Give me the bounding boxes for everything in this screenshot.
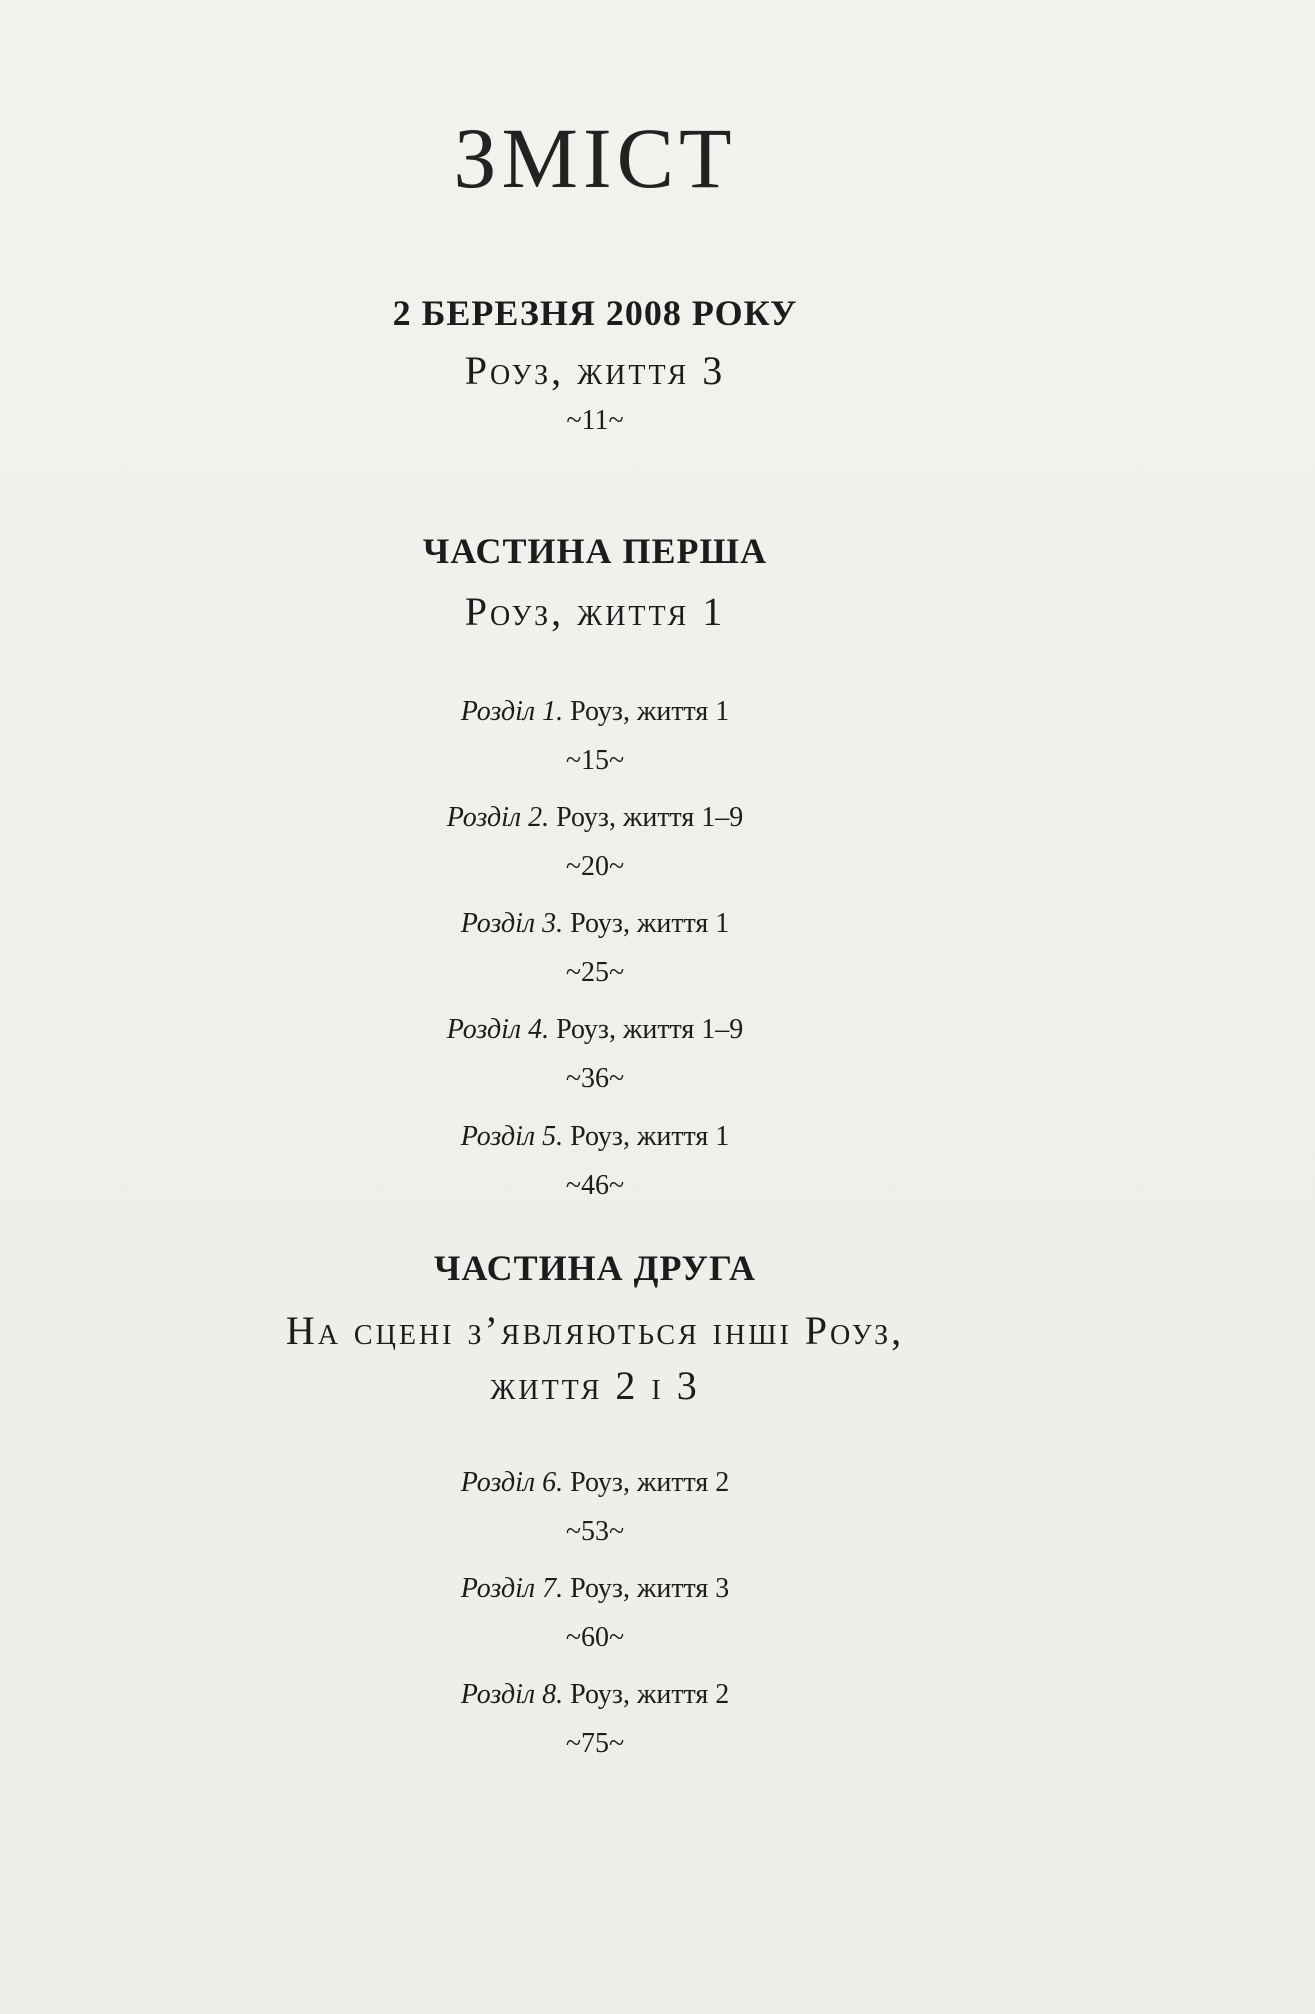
part1-title: ЧАСТИНА ПЕРША <box>422 531 768 571</box>
toc-chapter-3[interactable] <box>0 908 1190 940</box>
toc-chapter-4[interactable] <box>0 1014 1190 1046</box>
prologue-subtitle: Роуз, життя 3 <box>464 348 726 393</box>
chapter-label: Розділ 1. <box>460 696 564 727</box>
chapter-label: Розділ 2. <box>446 802 550 833</box>
chapter-title: Роуз, життя 1–9 <box>556 802 744 833</box>
chapter-2-page: ~20~ <box>565 851 625 882</box>
toc-chapter-2[interactable] <box>0 802 1190 834</box>
toc-chapter-1[interactable] <box>0 696 1190 728</box>
chapter-7-page: ~60~ <box>565 1622 625 1653</box>
prologue-page: ~11~ <box>566 405 624 436</box>
chapter-title: Роуз, життя 1 <box>570 1121 730 1152</box>
prologue-title: 2 БЕРЕЗНЯ 2008 РОКУ <box>392 293 798 333</box>
part1-subtitle: Роуз, життя 1 <box>464 589 726 634</box>
chapter-4-page: ~36~ <box>565 1063 625 1094</box>
chapter-6-page: ~53~ <box>565 1516 625 1547</box>
chapter-5-page: ~46~ <box>565 1170 625 1201</box>
toc-chapter-8[interactable] <box>0 1679 1190 1711</box>
chapter-label: Розділ 4. <box>446 1014 550 1045</box>
chapter-title: Роуз, життя 2 <box>570 1679 730 1710</box>
chapter-label: Розділ 6. <box>460 1467 564 1498</box>
chapter-title: Роуз, життя 3 <box>570 1573 730 1604</box>
chapter-label: Розділ 5. <box>460 1121 564 1152</box>
toc-chapter-6[interactable] <box>0 1467 1190 1499</box>
chapter-title: Роуз, життя 1 <box>570 908 730 939</box>
chapter-title: Роуз, життя 2 <box>570 1467 730 1498</box>
toc-chapter-7[interactable] <box>0 1573 1190 1605</box>
chapter-8-page: ~75~ <box>565 1728 625 1759</box>
chapter-label: Розділ 8. <box>460 1679 564 1710</box>
chapter-1-page: ~15~ <box>565 745 625 776</box>
toc-chapter-5[interactable] <box>0 1121 1190 1153</box>
chapter-label: Розділ 3. <box>460 908 564 939</box>
chapter-label: Розділ 7. <box>460 1573 564 1604</box>
chapter-title: Роуз, життя 1 <box>570 696 730 727</box>
part2-title: ЧАСТИНА ДРУГА <box>434 1248 756 1288</box>
chapter-3-page: ~25~ <box>565 957 625 988</box>
chapter-title: Роуз, життя 1–9 <box>556 1014 744 1045</box>
part2-subtitle-line2: життя 2 і 3 <box>490 1363 700 1408</box>
toc-heading: ЗМІСТ <box>453 110 737 206</box>
part2-subtitle-line1: На сцені з’являються інші Роуз, <box>285 1308 905 1353</box>
